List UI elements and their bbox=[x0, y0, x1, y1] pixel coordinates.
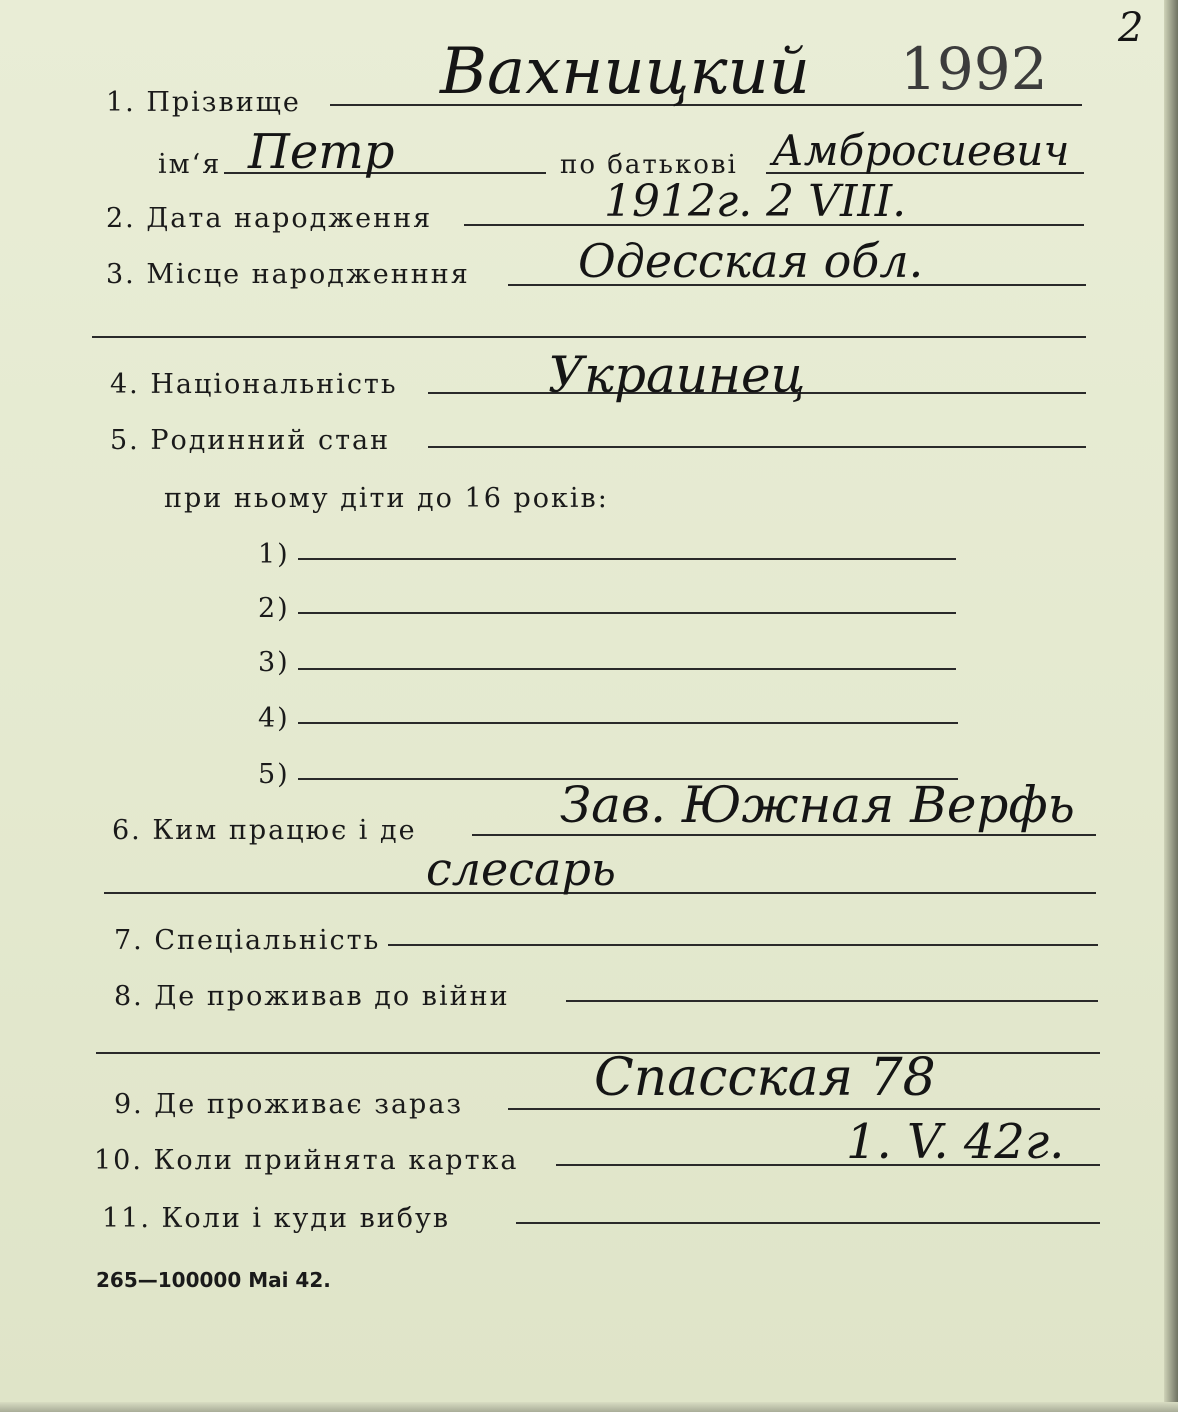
child-3-label: 3) bbox=[258, 647, 290, 678]
child-2-line bbox=[298, 612, 956, 614]
birthdate-value: 1912г. 2 VIII. bbox=[604, 176, 907, 227]
work-line bbox=[472, 834, 1096, 836]
birthplace-line-2 bbox=[92, 336, 1086, 338]
surname-value: Вахницкий bbox=[440, 35, 810, 109]
card-accepted-value: 1. V. 42г. bbox=[846, 1114, 1065, 1170]
child-2-label: 2) bbox=[258, 593, 290, 624]
birthplace-label: 3. Місце народженння bbox=[106, 259, 470, 290]
patronymic-label: по батькові bbox=[560, 150, 738, 180]
children-label: при ньому діти до 16 років: bbox=[164, 483, 609, 514]
card-accepted-label: 10. Коли прийнята картка bbox=[94, 1145, 519, 1176]
corner-mark: 2 bbox=[1118, 5, 1144, 51]
current-residence-value: Спасская 78 bbox=[594, 1048, 936, 1108]
child-1-line bbox=[298, 558, 956, 560]
current-residence-label: 9. Де проживає зараз bbox=[114, 1089, 464, 1120]
prewar-residence-label: 8. Де проживав до війни bbox=[114, 981, 510, 1012]
work-label: 6. Ким працює і де bbox=[112, 815, 417, 846]
patronymic-value: Амбросиевич bbox=[772, 126, 1070, 175]
child-5-label: 5) bbox=[258, 759, 290, 790]
child-4-label: 4) bbox=[258, 703, 290, 734]
card-bottom-edge bbox=[0, 1402, 1178, 1412]
work-value-line1: Зав. Южная Верфь bbox=[560, 776, 1075, 834]
name-label: ім‘я bbox=[158, 149, 222, 180]
year-note: 1992 bbox=[900, 35, 1048, 103]
child-3-line bbox=[298, 668, 956, 670]
departed-line bbox=[516, 1222, 1100, 1224]
departed-label: 11. Коли і куди вибув bbox=[102, 1203, 451, 1234]
birthdate-label: 2. Дата народження bbox=[106, 203, 433, 234]
marital-line bbox=[428, 446, 1086, 448]
specialty-label: 7. Спеціальність bbox=[114, 925, 381, 956]
child-1-label: 1) bbox=[258, 539, 290, 570]
surname-label: 1. Прізвище bbox=[106, 87, 301, 118]
specialty-line bbox=[388, 944, 1098, 946]
nationality-label: 4. Національність bbox=[110, 369, 398, 400]
nationality-value: Украинец bbox=[548, 346, 806, 404]
card-right-edge bbox=[1164, 0, 1178, 1412]
child-4-line bbox=[298, 722, 958, 724]
print-code: 265—100000 Mai 42. bbox=[96, 1268, 331, 1292]
work-value-line2: слесарь bbox=[426, 842, 616, 896]
current-residence-line bbox=[508, 1108, 1100, 1110]
marital-label: 5. Родинний стан bbox=[110, 425, 391, 456]
name-value: Петр bbox=[248, 124, 395, 180]
birthplace-value: Одесская обл. bbox=[578, 234, 924, 288]
prewar-residence-line bbox=[566, 1000, 1098, 1002]
